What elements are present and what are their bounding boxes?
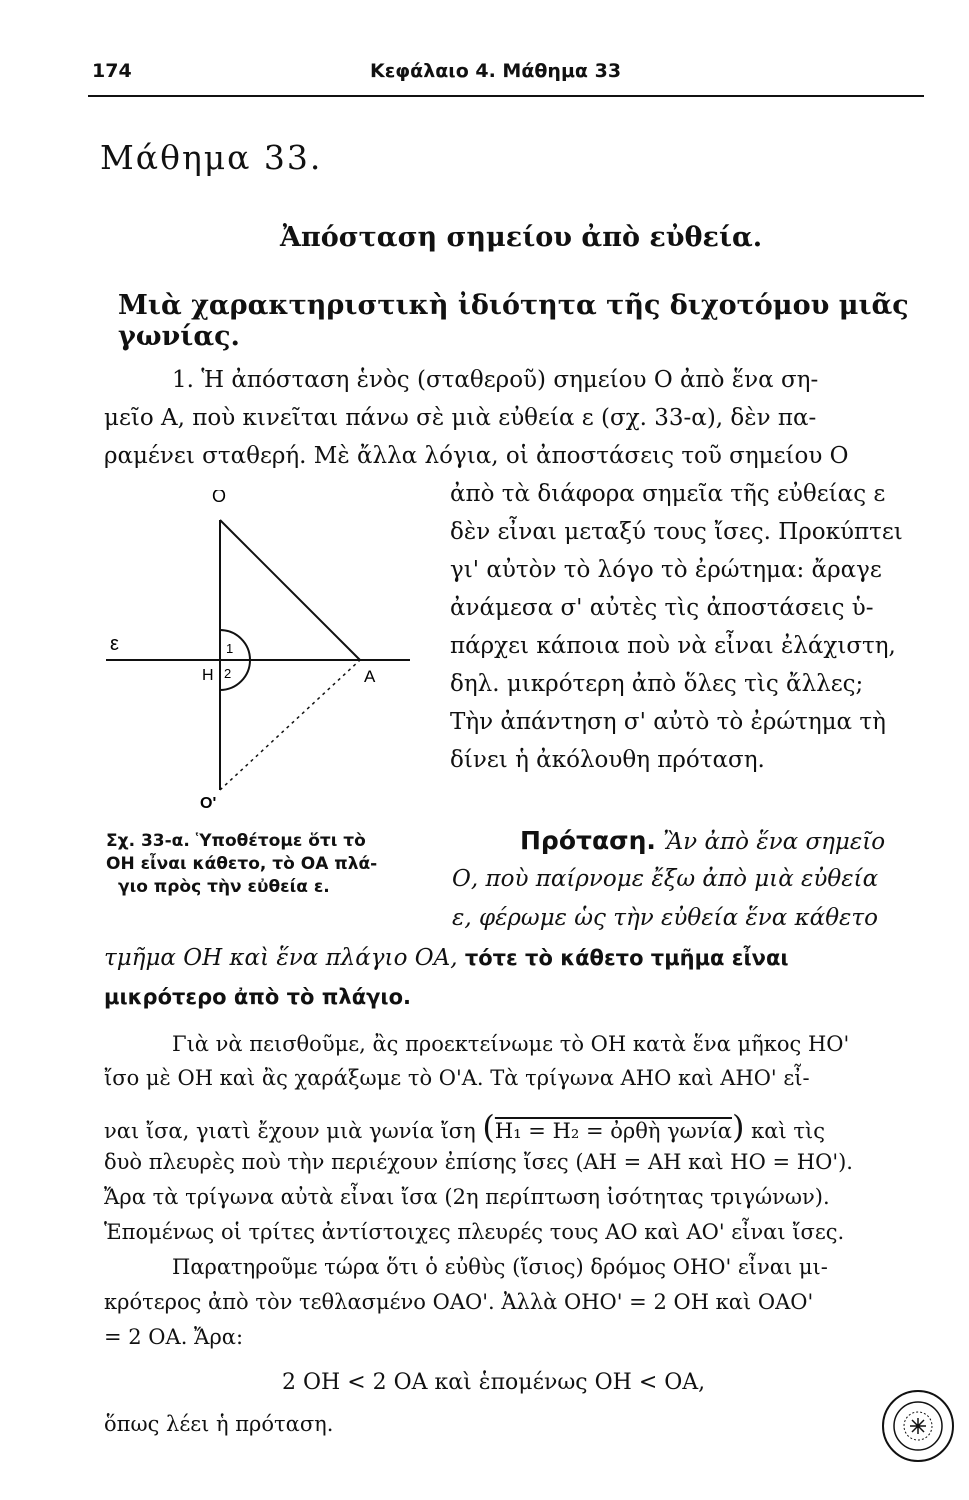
label-o-prime: O' — [200, 795, 217, 812]
label-e: ε — [110, 633, 119, 655]
label-o: O — [212, 490, 227, 506]
section-heading: Ἀπόσταση σημείου ἀπὸ εὐθεία. — [280, 222, 763, 253]
paragraph-line: ἀνάμεσα σ' αὐτὲς τὶς ἀποστάσεις ὑ- — [450, 595, 874, 621]
lesson-title: Μάθημα 33. — [100, 138, 323, 177]
paragraph-line: δίνει ἡ ἀκόλουθη πρόταση. — [450, 747, 765, 773]
proof-inequality: 2 ΟΗ < 2 ΟΑ καὶ ἑπομένως ΟΗ < ΟΑ, — [282, 1370, 706, 1395]
proof-line-math — [104, 1108, 825, 1146]
proposition-line-1 — [520, 826, 885, 855]
geometry-figure — [100, 490, 420, 820]
proof-line: Ἑπομένως οἱ τρίτες ἀντίστοιχες πλευρές τους ΑΟ καὶ ΑΟ' εἶναι ἴσες. — [104, 1220, 845, 1244]
caption-line: Σχ. 33-α. Ὑποθέτομε ὅτι τὸ — [106, 831, 366, 851]
proposition-bold: τότε τὸ κάθετο τμῆμα εἶναι — [464, 946, 789, 970]
proof-line: Ἄρα τὰ τρίγωνα αὐτὰ εἶναι ἴσα (2η περίπτωση ἰσότητας τριγώνων). — [104, 1185, 830, 1209]
proof-text: ναι ἴσα, γιατὶ ἔχουν μιὰ γωνία ἴση — [104, 1119, 476, 1143]
proposition-line: ε, φέρωμε ὡς τὴν εὐθεία ἕνα κάθετο — [452, 905, 878, 931]
label-angle-2: 2 — [224, 666, 232, 681]
proof-text: καὶ τὶς — [751, 1119, 825, 1143]
proof-line: ἴσο μὲ ΟΗ καὶ ἂς χαράξωμε τὸ Ο'Α. Τὰ τρίγωνα ΑΗΟ καὶ ΑΗΟ' εἶ- — [104, 1066, 810, 1090]
paragraph-line: ἀπὸ τὰ διάφορα σημεῖα τῆς εὐθείας ε — [450, 481, 886, 507]
paragraph-line: 1. Ἡ ἀπόσταση ἑνὸς (σταθεροῦ) σημείου Ο ἀπὸ ἕνα ση- — [172, 367, 819, 393]
proposition-line-4 — [104, 945, 789, 971]
label-angle-1: 1 — [226, 641, 234, 656]
proposition-text: Ἂν ἀπὸ ἕνα σημεῖο — [663, 829, 886, 855]
proof-line: Παρατηροῦμε τώρα ὅτι ὁ εὐθὺς (ἴσιος) δρόμος ΟΗΟ' εἶναι μι- — [172, 1255, 828, 1279]
label-h: H — [202, 667, 214, 684]
paren-left: ( — [482, 1108, 495, 1146]
angle-arc-1 — [220, 630, 250, 660]
paragraph-line: δὲν εἶναι μεταξύ τους ἴσες. Προκύπτει — [450, 519, 903, 545]
paren-right: ) — [732, 1108, 745, 1146]
paragraph-line: Τὴν ἀπάντηση σ' αὐτὸ τὸ ἐρώτημα τὴ — [450, 709, 886, 735]
seal-emblem — [910, 1418, 926, 1434]
paragraph-line: μεῖο Α, ποὺ κινεῖται πάνω σὲ μιὰ εὐθεία ε (σχ. 33-α), δὲν πα- — [104, 405, 817, 431]
page-number: 174 — [92, 60, 132, 82]
label-a: A — [364, 667, 376, 686]
running-title: Κεφάλαιο 4. Μάθημα 33 — [370, 60, 622, 82]
paragraph-line: πάρχει κάποια ποὺ νὰ εἶναι ἐλάχιστη, — [450, 633, 896, 659]
caption-line: ΟΗ εἶναι κάθετο, τὸ ΟΑ πλά- — [106, 854, 378, 874]
proof-line: Γιὰ νὰ πεισθοῦμε, ἂς προεκτείνωμε τὸ ΟΗ κατὰ ἕνα μῆκος ΗΟ' — [172, 1032, 850, 1056]
foundation-seal — [880, 1388, 956, 1464]
proposition-conclusion: μικρότερο ἀπὸ τὸ πλάγιο. — [104, 985, 412, 1009]
caption-line: γιο πρὸς τὴν εὐθεία ε. — [118, 877, 330, 897]
angle-expression: Η₁ = Η₂ = ὀρθὴ γωνία — [494, 1119, 732, 1143]
paragraph-line: ραμένει σταθερή. Μὲ ἄλλα λόγια, οἱ ἀποστάσεις τοῦ σημείου Ο — [104, 443, 849, 469]
section-subheading: Μιὰ χαρακτηριστικὴ ἰδιότητα τῆς διχοτόμου μιᾶς γωνίας. — [118, 290, 909, 352]
header-rule — [88, 95, 924, 97]
paragraph-line: γι' αὐτὸν τὸ λόγο τὸ ἐρώτημα: ἄραγε — [450, 557, 882, 583]
proposition-line: Ο, ποὺ παίρνομε ἔξω ἀπὸ μιὰ εὐθεία — [452, 866, 879, 892]
proof-line: ὅπως λέει ἡ πρόταση. — [104, 1412, 334, 1436]
segment-o-prime-a — [220, 660, 360, 790]
proposition-label: Πρόταση. — [520, 826, 656, 855]
figure-caption — [106, 830, 377, 899]
proof-line: κρότερος ἀπὸ τὸν τεθλασμένο ΟΑΟ'. Ἀλλὰ ΟΗΟ' = 2 ΟΗ καὶ ΟΑΟ' — [104, 1290, 814, 1314]
proof-line: = 2 ΟΑ. Ἄρα: — [104, 1325, 244, 1349]
proof-line: δυὸ πλευρὲς ποὺ τὴν περιέχουν ἐπίσης ἴσες (ΑΗ = ΑΗ καὶ ΗΟ = ΗΟ'). — [104, 1150, 853, 1174]
paragraph-line: δηλ. μικρότερη ἀπὸ ὅλες τὶς ἄλλες; — [450, 671, 864, 697]
proposition-italic: τμῆμα ΟΗ καὶ ἕνα πλάγιο ΟΑ, — [104, 945, 458, 971]
